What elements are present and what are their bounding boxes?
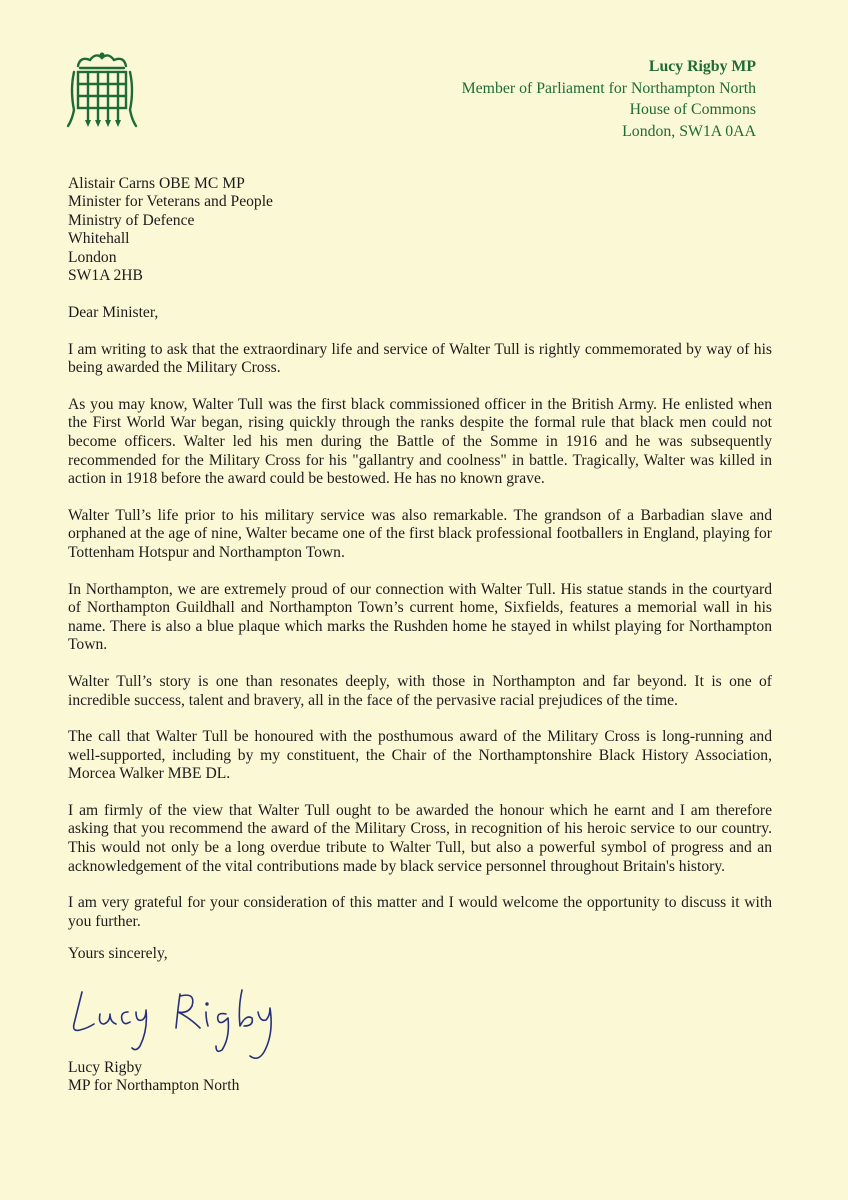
body-paragraph: I am very grateful for your consideration of this matter and I would welcome the opportunity to discuss it with you further. bbox=[68, 894, 772, 930]
recipient-line: Whitehall bbox=[68, 230, 130, 248]
sender-name: Lucy Rigby MP bbox=[648, 58, 756, 75]
signoff bbox=[68, 1059, 239, 1096]
sender-address bbox=[462, 56, 756, 142]
sender-line: House of Commons bbox=[629, 101, 756, 118]
sender-line: Member of Parliament for Northampton North bbox=[461, 79, 756, 97]
body-paragraph: I am firmly of the view that Walter Tull ought to be awarded the honour which he earnt and I am therefore asking that you recommend the award of the Military Cross, in recognition of his heroic service to our country. This would not only be a long overdue tribute to Walter Tull, but also a powerful symbol of progress and an acknowledgement of the vital contributions made by black service personnel throughout Britain's history. bbox=[68, 801, 772, 875]
portcullis-crest-icon bbox=[66, 50, 138, 130]
recipient-line: SW1A 2HB bbox=[68, 267, 143, 285]
recipient-address bbox=[68, 175, 273, 285]
signoff-name: Lucy Rigby bbox=[68, 1059, 143, 1076]
signoff-title: MP for Northampton North bbox=[68, 1077, 240, 1095]
body-paragraph: Walter Tull’s story is one than resonates deeply, with those in Northampton and far beyond. It is one of incredible success, talent and bravery, all in the face of the pervasive racial prejudices of the time. bbox=[68, 672, 772, 709]
body-paragraph: Walter Tull’s life prior to his military service was also remarkable. The grandson of a Barbadian slave and orphaned at the age of nine, Walter became one of the first black professional footballers in England, playing for Tottenham Hotspur and Northampton Town. bbox=[68, 506, 772, 561]
recipient-line: Ministry of Defence bbox=[68, 211, 195, 229]
recipient-line: Alistair Carns OBE MC MP bbox=[68, 175, 245, 192]
recipient-line: London bbox=[68, 248, 117, 266]
body-paragraph: I am writing to ask that the extraordinary life and service of Walter Tull is rightly commemorated by way of his being awarded the Military Cross. bbox=[68, 340, 772, 377]
body-paragraph: In Northampton, we are extremely proud of our connection with Walter Tull. His statue stands in the courtyard of Northampton Guildhall and Northampton Town’s current home, Sixfields, features a memorial wall in his name. There is also a blue plaque which marks the Rushden home he stayed in whilst playing for Northampton Town. bbox=[68, 580, 772, 654]
salutation: Dear Minister, bbox=[68, 304, 159, 321]
recipient-line: Minister for Veterans and People bbox=[68, 193, 273, 211]
body-paragraph: The call that Walter Tull be honoured with the posthumous award of the Military Cross is long-running and well-supported, including by my constituent, the Chair of the Northamptonshire Black History Association, Morcea Walker MBE DL. bbox=[68, 728, 772, 783]
sender-line: London, SW1A 0AA bbox=[622, 122, 756, 140]
closing: Yours sincerely, bbox=[68, 945, 168, 962]
letter-body bbox=[68, 304, 772, 949]
body-paragraph: As you may know, Walter Tull was the first black commissioned officer in the British Army. He enlisted when the First World War began, rising quickly through the ranks despite the formal rule that black men could not become officers. Walter led his men during the Battle of the Somme in 1916 and he was subsequently recommended for the Military Cross for his "gallantry and coolness" in battle. Tragically, Walter was killed in action in 1918 before the award could be bestowed. He has no known grave. bbox=[68, 395, 772, 488]
